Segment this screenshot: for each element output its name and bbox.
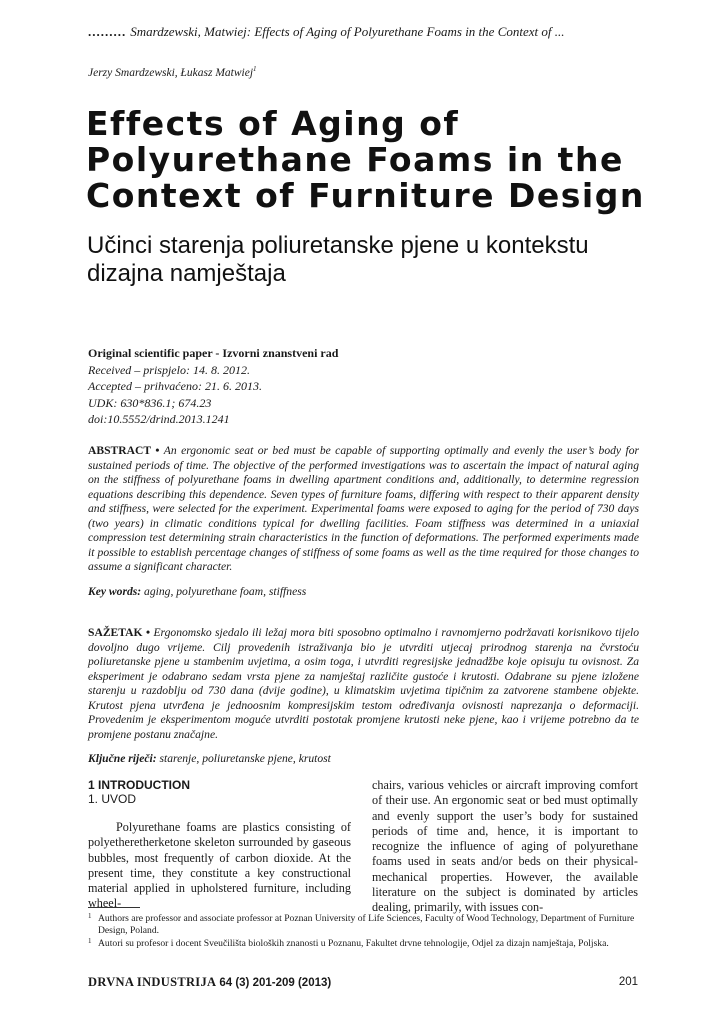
page-number: 201 bbox=[618, 976, 638, 988]
footnote bbox=[88, 913, 650, 936]
doi: doi:10.5552/drind.2013.1241 bbox=[88, 412, 230, 426]
abstract-label: ABSTRACT bbox=[88, 444, 151, 457]
journal-footer bbox=[88, 975, 331, 990]
kljucne-label: Ključne riječi: bbox=[88, 752, 157, 765]
footnote bbox=[88, 938, 650, 950]
footnote-mark: 1 bbox=[88, 912, 92, 920]
keywords-label: Key words: bbox=[88, 585, 142, 598]
sazetak-separator: • bbox=[142, 626, 154, 639]
udk-code: UDK: 630*836.1; 674.23 bbox=[88, 395, 212, 410]
sazetak-text: Ergonomsko sjedalo ili ležaj mora biti sposobno optimalno i ravnomjerno podržavati korisnikovo tijelo dovoljno dugo vrijeme. Cilj provedenih istraživanja bio je utvrditi utjecaj prirodnog starenja na čvrstoću poliuretanske pjene u stambenim uvjetima, a osim toga, i utvrditi regresijske jednadžbe koje opisuju tu ovisnost. Za eksperiment je odabrano sedam vrsta pjene za namještaj različite gustoće i krutosti. Odabrane su pjene izložene starenju u razdoblju od 730 dana (dvije godine), u klimatskim uvjetima tipičnim za zatvorene stambene objekte. Krutost pjena utvrđena je jednoosnim kompresijskim testom određivanja ovisnosti naprezanja o deformaciji. Provedenim je eksperimentom moguće utvrditi postotak promjene krutosti neke pjene, kao i vrijeme potrebno da te promjene postanu značajne. bbox=[88, 626, 640, 741]
running-header bbox=[88, 24, 648, 40]
accepted-date: Accepted – prihvaćeno: 21. 6. 2013. bbox=[88, 379, 262, 393]
sazetak-label: SAŽETAK bbox=[88, 626, 143, 639]
section-heading: 1 INTRODUCTION bbox=[88, 778, 190, 792]
abstract-separator: • bbox=[150, 444, 164, 457]
journal-citation: 64 (3) 201-209 (2013) bbox=[219, 977, 332, 989]
journal-name: DRVNA INDUSTRIJA bbox=[88, 975, 217, 989]
section-subheading: 1. UVOD bbox=[88, 792, 137, 806]
sazetak bbox=[88, 626, 639, 742]
header-dots: ......... bbox=[88, 24, 127, 39]
abstract-text: An ergonomic seat or bed must be capable of supporting optimally and evenly the user’s body for sustained periods of time. The objective of the performed investigations was to ascertain the impact of natural aging on the stiffness of polyurethane foams in dwelling apartment conditions and, additionally, to determine regression equations describing this dependence. Seven types of furniture foams, differing with respect to their apparent density and stiffness, were selected for the experiment. Experimental foams were exposed to aging for the period of 730 days (two years) in climatic conditions typical for dwelling facilities. Foam stiffness was determined in a uniaxial compression test determining strain characteristics in the function of deformations. The performed experiments made it possible to establish percentage changes of stiffness of some foams as well as the time required for those changes to assume a significant character. bbox=[88, 444, 640, 574]
footnote-text: Authors are professor and associate professor at Poznan University of Life Sciences, Faculty of Wood Technology, Department of Furniture Design, Poland. bbox=[98, 913, 635, 936]
body-column-left: Polyurethane foams are plastics consisting of polyetheretherketone skeleton surrounded by gaseous bubbles, most frequently of carbon dioxide. At the present time, they constitute a key constructional material applied in upholstered furniture, including wheel- bbox=[88, 820, 351, 911]
paper-title-hr: Učinci starenja poliuretanske pjene u kontekstu dizajna namještaja bbox=[87, 232, 589, 287]
keywords-text: aging, polyurethane foam, stiffness bbox=[144, 585, 307, 598]
kljucne-text: starenje, poliuretanske pjene, krutost bbox=[159, 752, 331, 765]
keywords bbox=[88, 585, 639, 600]
paper-type: Original scientific paper - Izvorni znanstveni rad bbox=[88, 346, 339, 360]
author-line bbox=[88, 65, 257, 79]
footnote-rule bbox=[88, 907, 140, 908]
body-column-right: chairs, various vehicles or aircraft improving comfort of their use. An ergonomic seat or bed must optimally and evenly support the user’s body for sustained periods of time and, hence, it is important to recognize the influence of aging of polyurethane foams used in seats and/or beds on their physical-mechanical properties. However, the available literature on the subject is dominated by articles dealing, primarily, with issues con- bbox=[372, 778, 638, 915]
abstract bbox=[88, 444, 639, 575]
kljucne-rijeci bbox=[88, 752, 639, 767]
footnote-text: Autori su profesor i docent Sveučilišta bioloških znanosti u Poznanu, Fakultet drvne tehnologije, Odjel za dizajn namještaja, Poljska. bbox=[98, 938, 609, 949]
paper-meta bbox=[88, 345, 338, 428]
received-date: Received – prispjelo: 14. 8. 2012. bbox=[88, 362, 250, 377]
paper-title-en: Effects of Aging of Polyurethane Foams in the Context of Furniture Design bbox=[86, 104, 645, 215]
running-title: Smardzewski, Matwiej: Effects of Aging of Polyurethane Foams in the Context of ... bbox=[130, 24, 565, 39]
footnote-mark: 1 bbox=[88, 937, 92, 945]
author-names: Jerzy Smardzewski, Łukasz Matwiej bbox=[88, 66, 254, 79]
author-footnote-mark: 1 bbox=[253, 65, 257, 73]
